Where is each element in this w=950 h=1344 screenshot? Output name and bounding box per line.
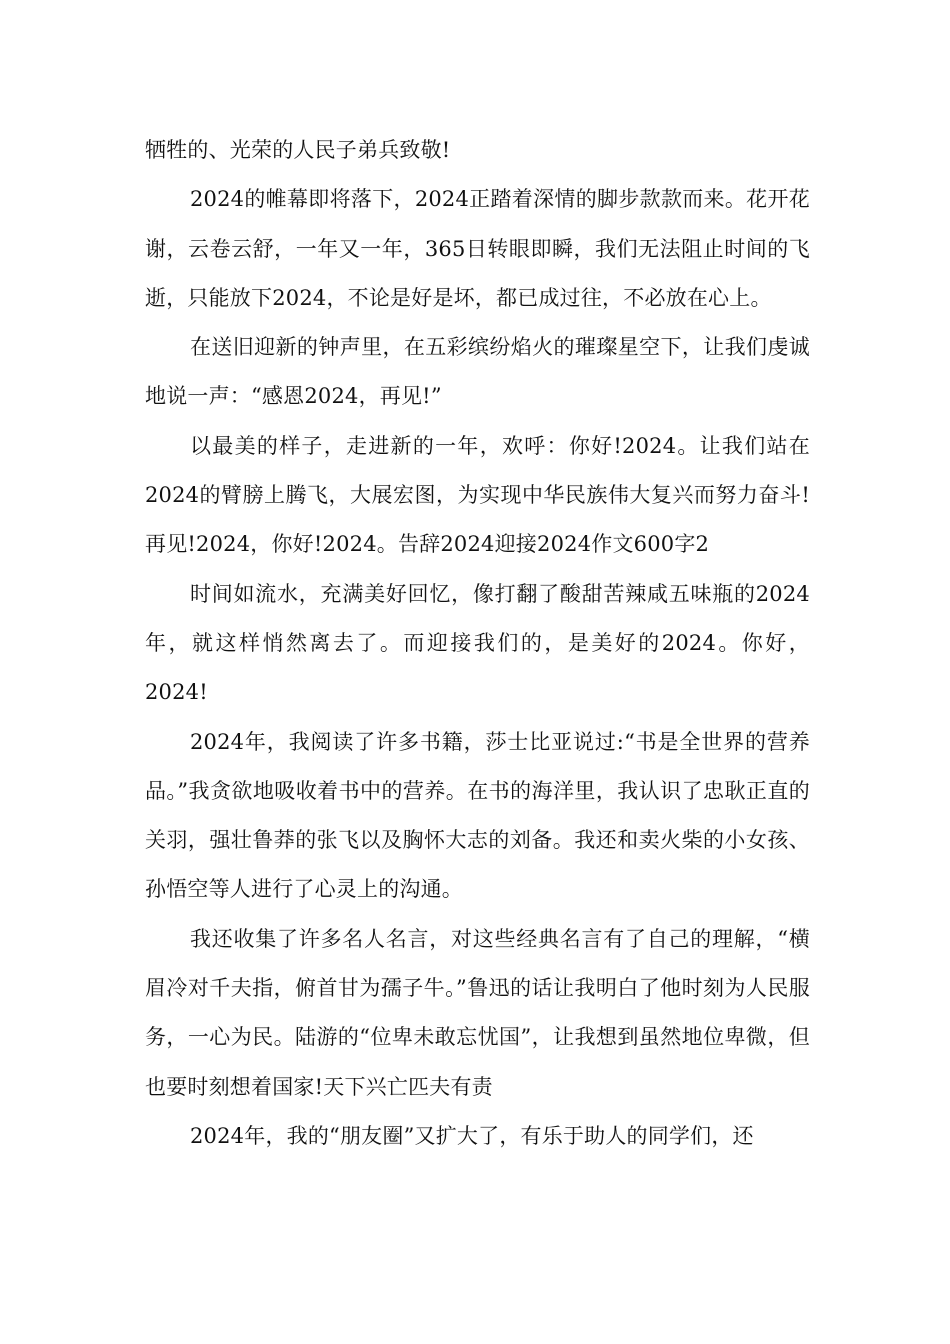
paragraph: 我还收集了许多名人名言，对这些经典名言有了自己的理解，“横眉冷对千夫指，俯首甘为孺子牛。”鲁迅的话让我明白了他时刻为人民服务，一心为民。陆游的“位卑未敢忘忧国”，让我想到虽然地位卑微，但也要时刻想着国家!天下兴亡匹夫有责 — [145, 926, 810, 1099]
paragraph: 牺牲的、光荣的人民子弟兵致敬! — [145, 138, 451, 162]
paragraph: 2024年，我的“朋友圈”又扩大了，有乐于助人的同学们，还 — [190, 1123, 754, 1148]
paragraph: 2024的帷幕即将落下，2024正踏着深情的脚步款款而来。花开花谢，云卷云舒，一年又一年，365日转眼即瞬，我们无法阻止时间的飞逝，只能放下2024，不论是好是坏，都已成过往，不必放在心上。 — [145, 187, 810, 310]
paragraph: 时间如流水，充满美好回忆，像打翻了酸甜苦辣咸五味瓶的2024年，就这样悄然离去了。而迎接我们的，是美好的2024。你好，2024! — [145, 581, 810, 705]
paragraph: 以最美的样子，走进新的一年，欢呼：你好!2024。让我们站在2024的臂膀上腾飞，大展宏图，为实现中华民族伟大复兴而努力奋斗!再见!2024，你好!2024。告辞2024迎接2024作文600字2 — [145, 433, 810, 557]
paragraph: 2024年，我阅读了许多书籍，莎士比亚说过:“书是全世界的营养品。”我贪欲地吸收着书中的营养。在书的海洋里，我认识了忠耿正直的关羽，强壮鲁莽的张飞以及胸怀大志的刘备。我还和卖火柴的小女孩、孙悟空等人进行了心灵上的沟通。 — [145, 729, 810, 902]
paragraph: 在送旧迎新的钟声里，在五彩缤纷焰火的璀璨星空下，让我们虔诚地说一声：“感恩2024，再见!” — [145, 335, 810, 409]
document-body — [145, 126, 810, 1161]
